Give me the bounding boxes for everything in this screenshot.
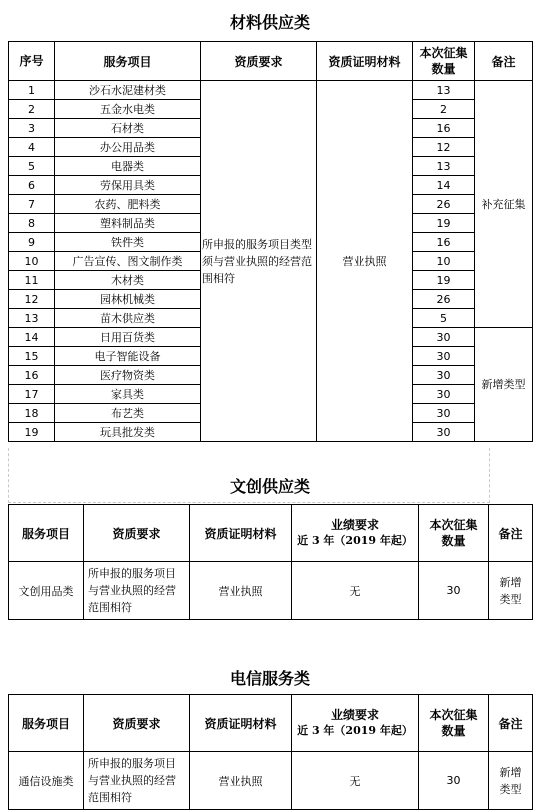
- cell-item: 广告宣传、图文制作类: [55, 252, 201, 271]
- cell-quantity: 10: [413, 252, 475, 271]
- cell-quantity: 5: [413, 309, 475, 328]
- cell-item: 文创用品类: [9, 562, 84, 620]
- cell-item: 农药、肥料类: [55, 195, 201, 214]
- header-performance: [292, 695, 419, 752]
- cell-no: 19: [9, 423, 55, 442]
- cell-quantity: 30: [413, 404, 475, 423]
- table-row: [9, 562, 533, 620]
- cell-quantity: 16: [413, 119, 475, 138]
- header-item: 服务项目: [9, 695, 84, 752]
- cell-quantity: 12: [413, 138, 475, 157]
- table-header-row: [9, 505, 533, 562]
- header-quantity: 本次征集数量: [419, 505, 489, 562]
- cell-no: 4: [9, 138, 55, 157]
- header-remark: 备注: [489, 695, 533, 752]
- cell-proof: 营业执照: [317, 81, 413, 442]
- cell-item: 园林机械类: [55, 290, 201, 309]
- cultural-supply-table: [8, 504, 533, 620]
- cell-quantity: 26: [413, 290, 475, 309]
- cell-item: 劳保用具类: [55, 176, 201, 195]
- header-quantity: 本次征集数量: [413, 42, 475, 81]
- cell-item: 电器类: [55, 157, 201, 176]
- cell-item: 石材类: [55, 119, 201, 138]
- header-remark: 备注: [489, 505, 533, 562]
- section1-title: 材料供应类: [229, 13, 310, 32]
- table-row: [9, 752, 533, 810]
- cell-no: 9: [9, 233, 55, 252]
- cell-item: 办公用品类: [55, 138, 201, 157]
- cell-qualification: 所申报的服务项目与营业执照的经营范围相符: [84, 752, 190, 810]
- cell-quantity: 19: [413, 271, 475, 290]
- cell-no: 6: [9, 176, 55, 195]
- header-remark: 备注: [475, 42, 533, 81]
- cell-quantity: 30: [413, 385, 475, 404]
- cell-no: 13: [9, 309, 55, 328]
- cell-no: 17: [9, 385, 55, 404]
- cell-item: 铁件类: [55, 233, 201, 252]
- cell-item: 医疗物资类: [55, 366, 201, 385]
- header-no: 序号: [9, 42, 55, 81]
- cell-item: 布艺类: [55, 404, 201, 423]
- cell-item: 苗木供应类: [55, 309, 201, 328]
- cell-no: 8: [9, 214, 55, 233]
- header-qualification: 资质要求: [84, 695, 190, 752]
- cell-no: 5: [9, 157, 55, 176]
- cell-item: 日用百货类: [55, 328, 201, 347]
- header-qualification: 资质要求: [201, 42, 317, 81]
- cell-quantity: 16: [413, 233, 475, 252]
- cell-remark-new: 新增类型: [475, 328, 533, 442]
- cell-no: 2: [9, 100, 55, 119]
- cell-quantity: 13: [413, 157, 475, 176]
- header-performance-line1: 业绩要求: [330, 518, 379, 532]
- cell-quantity: 2: [413, 100, 475, 119]
- cell-quantity: 30: [413, 423, 475, 442]
- cell-no: 1: [9, 81, 55, 100]
- cell-no: 18: [9, 404, 55, 423]
- cell-item: 通信设施类: [9, 752, 84, 810]
- cell-no: 15: [9, 347, 55, 366]
- table-row: [9, 81, 533, 100]
- telecom-service-table: [8, 694, 533, 810]
- cell-item: 家具类: [55, 385, 201, 404]
- cell-proof: 营业执照: [190, 752, 292, 810]
- cell-remark: 新增类型: [489, 752, 533, 810]
- cell-item: 玩具批发类: [55, 423, 201, 442]
- cell-no: 10: [9, 252, 55, 271]
- cell-quantity: 30: [413, 328, 475, 347]
- header-qualification: 资质要求: [84, 505, 190, 562]
- header-proof: 资质证明材料: [190, 505, 292, 562]
- header-proof: 资质证明材料: [317, 42, 413, 81]
- cell-item: 沙石水泥建材类: [55, 81, 201, 100]
- cell-quantity: 30: [419, 562, 489, 620]
- cell-quantity: 14: [413, 176, 475, 195]
- header-performance-line1: 业绩要求: [330, 708, 379, 722]
- header-item: 服务项目: [55, 42, 201, 81]
- cell-proof: 营业执照: [190, 562, 292, 620]
- cell-item: 电子智能设备: [55, 347, 201, 366]
- cell-no: 11: [9, 271, 55, 290]
- material-supply-table: [8, 41, 533, 442]
- cell-quantity: 30: [419, 752, 489, 810]
- cell-item: 五金水电类: [55, 100, 201, 119]
- cell-no: 16: [9, 366, 55, 385]
- header-performance-line2: 近 3 年（2019 年起）: [297, 724, 413, 737]
- cell-quantity: 30: [413, 366, 475, 385]
- cell-item: 木材类: [55, 271, 201, 290]
- cell-qualification: 所申报的服务项目类型须与营业执照的经营范围相符: [201, 81, 317, 442]
- cell-no: 14: [9, 328, 55, 347]
- cell-remark: 新增类型: [489, 562, 533, 620]
- header-performance-line2: 近 3 年（2019 年起）: [297, 534, 413, 547]
- cell-quantity: 13: [413, 81, 475, 100]
- header-performance: [292, 505, 419, 562]
- cell-no: 7: [9, 195, 55, 214]
- table-header-row: [9, 42, 533, 81]
- section2-title: 文创供应类: [229, 477, 310, 496]
- cell-quantity: 26: [413, 195, 475, 214]
- cell-no: 12: [9, 290, 55, 309]
- cell-quantity: 19: [413, 214, 475, 233]
- cell-performance: 无: [292, 752, 419, 810]
- header-quantity: 本次征集数量: [419, 695, 489, 752]
- cell-qualification: 所申报的服务项目与营业执照的经营范围相符: [84, 562, 190, 620]
- table-header-row: [9, 695, 533, 752]
- cell-quantity: 30: [413, 347, 475, 366]
- cell-item: 塑料制品类: [55, 214, 201, 233]
- header-item: 服务项目: [9, 505, 84, 562]
- section3-title: 电信服务类: [229, 669, 310, 688]
- cell-remark-supplement: 补充征集: [475, 81, 533, 328]
- cell-performance: 无: [292, 562, 419, 620]
- header-proof: 资质证明材料: [190, 695, 292, 752]
- cell-no: 3: [9, 119, 55, 138]
